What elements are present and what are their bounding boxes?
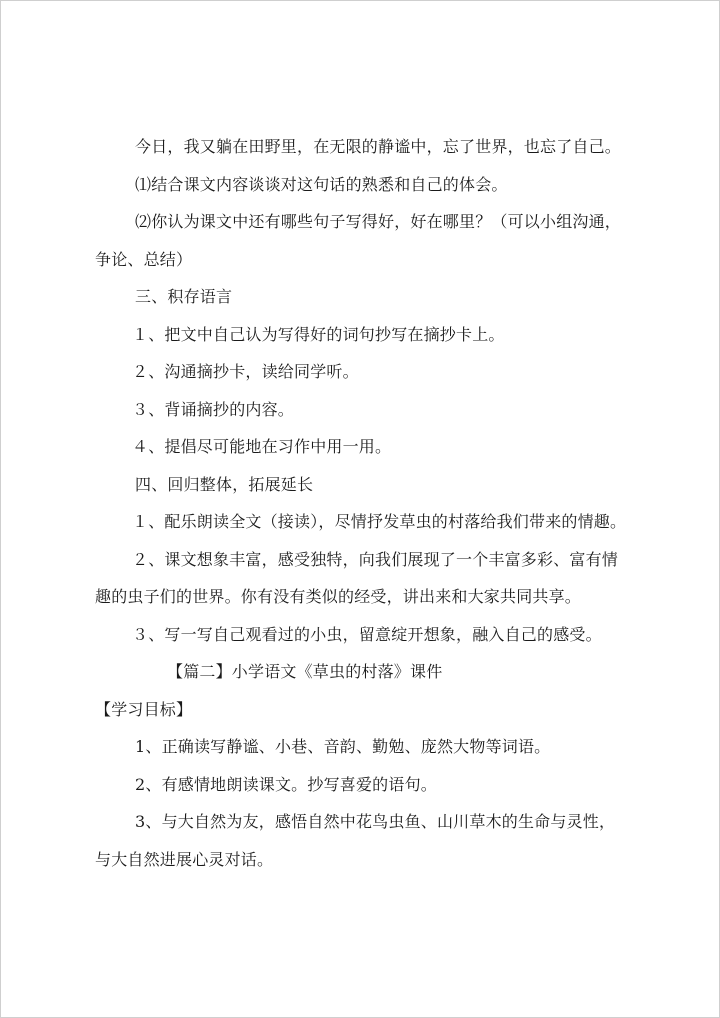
list-item: ２、沟通摘抄卡，读给同学听。 bbox=[132, 362, 359, 381]
list-item: １、配乐朗读全文（接读），尽情抒发草虫的村落给我们带来的情趣。 bbox=[132, 512, 627, 531]
section-heading-accumulate-language: 三、积存语言 bbox=[135, 287, 233, 306]
goal-item: 1、正确读写静谧、小巷、音韵、勤勉、庞然大物等词语。 bbox=[135, 737, 551, 756]
list-item: ３、写一写自己观看过的小虫，留意绽开想象，融入自己的感受。 bbox=[132, 624, 602, 644]
paragraph-quote: 今日，我又躺在田野里，在无限的静谧中，忘了世界，也忘了自己。 bbox=[135, 137, 622, 156]
goal-item: 2、有感情地朗读课文。抄写喜爱的语句。 bbox=[135, 774, 437, 794]
list-item: ２、课文想象丰富，感受独特，向我们展现了一个丰富多彩、富有情 bbox=[132, 549, 619, 569]
list-item-continued: 趣的虫子们的世界。你有没有类似的经受，讲出来和大家共同共享。 bbox=[95, 587, 582, 606]
goal-item: 3、与大自然为友，感悟自然中花鸟虫鱼、山川草木的生命与灵性， bbox=[135, 812, 616, 831]
question-2-continued: 争论、总结） bbox=[95, 249, 193, 269]
question-1: ⑴结合课文内容谈谈对这句话的熟悉和自己的体会。 bbox=[135, 174, 508, 194]
article-title: 【篇二】小学语文《草虫的村落》课件 bbox=[167, 662, 443, 681]
list-item: １、把文中自己认为写得好的词句抄写在摘抄卡上。 bbox=[132, 324, 505, 344]
goal-item-continued: 与大自然进展心灵对话。 bbox=[95, 849, 274, 869]
section-heading-return-whole: 四、回归整体，拓展延长 bbox=[135, 474, 314, 494]
learning-goals-heading: 【学习目标】 bbox=[95, 699, 193, 719]
list-item: ４、提倡尽可能地在习作中用一用。 bbox=[132, 437, 392, 456]
list-item: ３、背诵摘抄的内容。 bbox=[132, 399, 295, 419]
document-body bbox=[95, 128, 640, 878]
question-2: ⑵你认为课文中还有哪些句子写得好，好在哪里？（可以小组沟通， bbox=[135, 212, 622, 231]
